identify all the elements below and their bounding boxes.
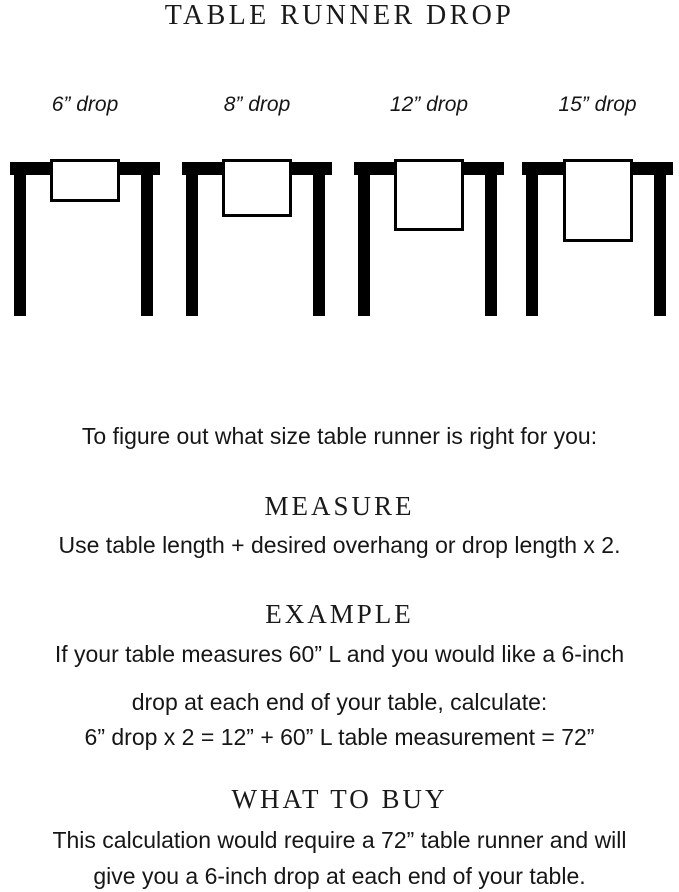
table-runner — [50, 159, 120, 202]
example-formula: 6” drop x 2 = 12” + 60” L table measurement = 72” — [84, 724, 595, 750]
example-body-line1: If your table measures 60” L and you would like a 6-inch — [54, 641, 625, 667]
table-leg-left — [526, 162, 538, 316]
drop-label-6in: 6” drop — [51, 93, 119, 116]
table-figure-6in — [10, 92, 160, 316]
table-diagram — [522, 162, 673, 316]
table-leg-right — [485, 162, 497, 316]
table-diagram — [10, 162, 160, 316]
table-leg-right — [141, 162, 153, 316]
table-leg-right — [654, 162, 666, 316]
table-runner — [394, 159, 464, 231]
table-runner — [563, 159, 633, 242]
table-figure-12in — [354, 92, 504, 316]
table-leg-left — [358, 162, 370, 316]
table-leg-left — [14, 162, 26, 316]
table-leg-left — [186, 162, 198, 316]
table-runner — [222, 159, 292, 217]
what-to-buy-heading: WHAT TO BUY — [231, 784, 448, 814]
drop-label-15in: 15” drop — [558, 93, 637, 116]
table-figure-8in — [182, 92, 332, 316]
intro-text: To figure out what size table runner is right for you: — [81, 423, 598, 449]
measure-body-text: Use table length + desired overhang or drop length x 2. — [58, 532, 621, 558]
example-heading: EXAMPLE — [265, 599, 414, 629]
drop-label-8in: 8” drop — [223, 93, 291, 116]
table-diagram — [354, 162, 504, 316]
measure-heading: MEASURE — [264, 491, 415, 521]
drop-label-12in: 12” drop — [389, 93, 469, 116]
page-title: TABLE RUNNER DROP — [164, 0, 515, 31]
table-figure-15in — [522, 92, 673, 316]
table-diagram — [182, 162, 332, 316]
table-leg-right — [313, 162, 325, 316]
example-body-line2: drop at each end of your table, calculate: — [131, 689, 548, 715]
what-to-buy-body-line2: give you a 6-inch drop at each end of your table. — [93, 863, 586, 889]
what-to-buy-body-line1: This calculation would require a 72” table runner and will — [52, 827, 627, 853]
